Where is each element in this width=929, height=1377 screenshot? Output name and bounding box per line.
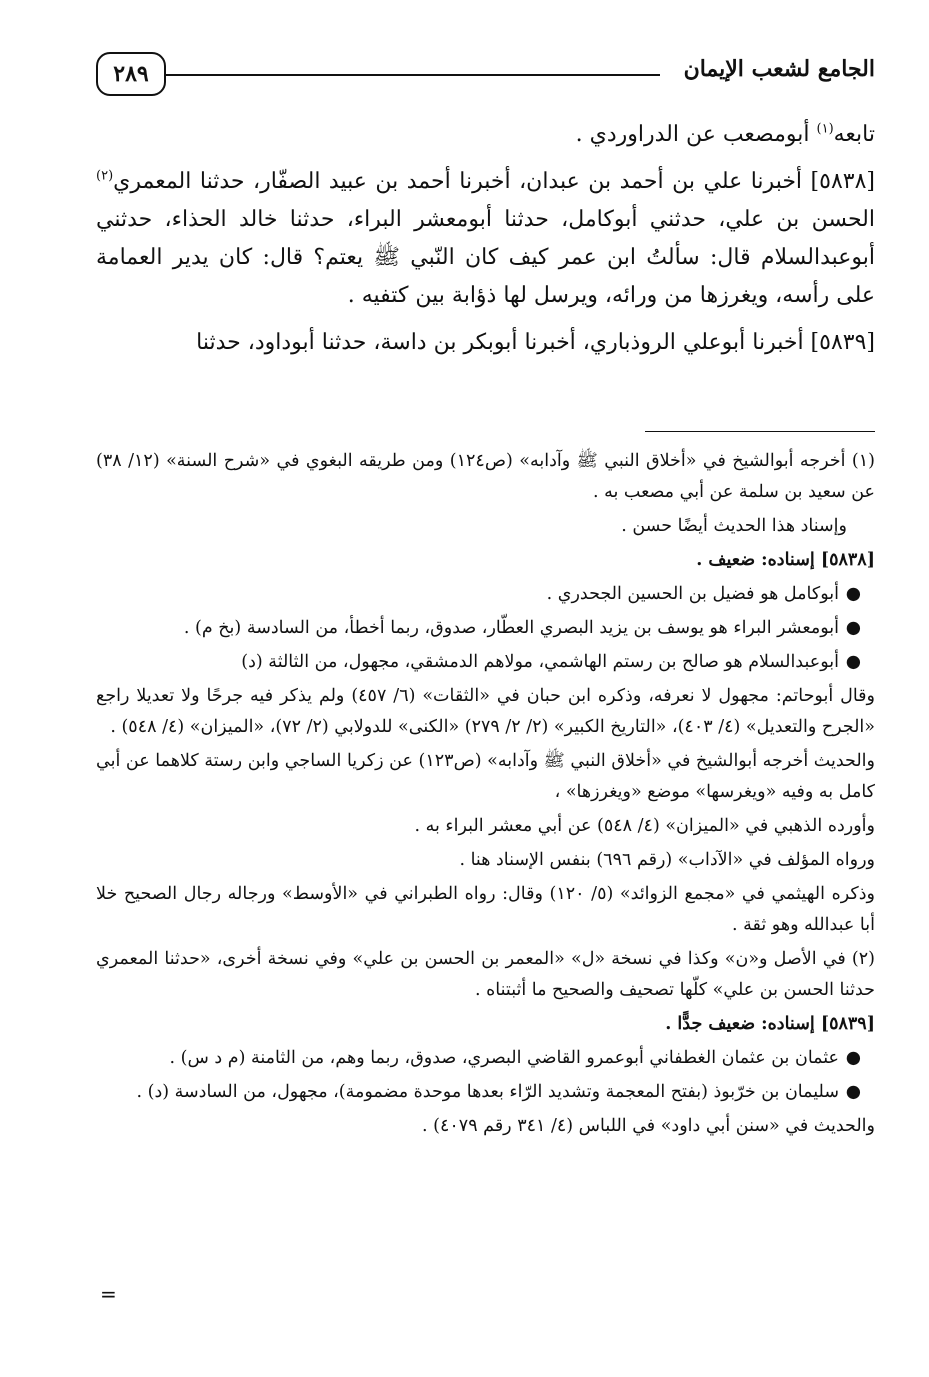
main-text [96, 116, 875, 371]
footnotes [96, 446, 875, 1145]
takhrij-note: وأورده الذهبي في «الميزان» (٤/ ٥٤٨) عن أبي معشر البراء به . [414, 816, 875, 836]
bullet-icon: ● [845, 652, 861, 672]
paragraph-text: الحسن بن علي، حدثني أبوكامل، حدثنا أبومعشر البراء، حدثنا خالد الحذاء، حدثني أبوعبدالسلام قال: سألتُ ابن عمر كيف كان النّبي ﷺ يعتم؟ قال: كان يدير العمامة على رأسه، ويغرزها من ورائه، ويرسل لها ذؤابة بين كتفيه . [96, 207, 875, 308]
bullet-icon: ● [845, 584, 861, 604]
narrator-note [96, 579, 875, 610]
page-header [96, 50, 875, 102]
takhrij-note: والحديث في «سنن أبي داود» في اللباس (٤/ ٣٤١ رقم ٤٠٧٩) . [422, 1116, 875, 1136]
narrator-note-continuation: وقال أبوحاتم: مجهول لا نعرفه، وذكره ابن حبان في «الثقات» (٦/ ٤٥٧) ولم يذكر فيه جرحًا ولا تعديلا راجع «الجرح والتعديل» (٤/ ٤٠٣)، «التاريخ الكبير» (٢/ ٢/ ٢٧٩) «الكنى» للدولابي (٢/ ٧٢)، «الميزان» (٤/ ٥٤٨) . [96, 686, 875, 737]
footnote-ref-1: (١) [816, 121, 834, 137]
narrator-text: سليمان بن خرّبوذ (بفتح المعجمة وتشديد الرّاء بعدها موحدة مضمومة)، مجهول، من السادسة (د) . [136, 1082, 839, 1102]
bullet-icon: ● [845, 1082, 861, 1102]
isnad-heading-5838: [٥٨٣٨] إسناده: ضعيف . [696, 550, 875, 570]
footnote-2: (٢) في الأصل و«ن» وكذا في نسخة «ل» «المعمر بن الحسن بن علي» وفي نسخة أخرى، «حدثنا المعمري حدثنا الحسن بن علي» كلّها تصحيف والصحيح ما أثبتناه . [96, 949, 875, 1000]
hadith-5838 [96, 163, 875, 315]
narrator-text: أبومعشر البراء هو يوسف بن يزيد البصري العطّار، صدوق، ربما أخطأ، من السادسة (بخ م) . [183, 618, 839, 638]
narrator-text: عثمان بن عثمان الغطفاني أبوعمرو القاضي البصري، صدوق، ربما وهم، من الثامنة (م د س) . [169, 1048, 839, 1068]
footnote-1: (١) أخرجه أبوالشيخ في «أخلاق النبي ﷺ وآدابه» (ص١٢٤) ومن طريقه البغوي في «شرح السنة» (١٢/ ٣٨) عن سعيد بن سلمة عن أبي مصعب به . [96, 451, 875, 502]
footnote-separator [645, 431, 875, 432]
footnote-ref-2: (٢) [96, 168, 114, 184]
paragraph-text: [٥٨٣٨] أخبرنا علي بن أحمد بن عبدان، أخبرنا أحمد بن عبيد الصفّار، حدثنا المعمري [113, 169, 875, 194]
narrator-note [96, 1077, 875, 1108]
paragraph-text: تابعه [833, 122, 875, 147]
paragraph-follow-up [96, 116, 875, 154]
takhrij-note: وذكره الهيثمي في «مجمع الزوائد» (٥/ ١٢٠) وقال: رواه الطبراني في «الأوسط» ورجاله رجال الصحيح خلا أبا عبدالله وهو ثقة . [96, 884, 875, 935]
page-number: ٢٨٩ [96, 52, 166, 96]
narrator-text: أبوعبدالسلام هو صالح بن رستم الهاشمي، مولاهم الدمشقي، مجهول، من الثالثة (د) [241, 652, 839, 672]
isnad-heading-5839: [٥٨٣٩] إسناده: ضعيف جدًّا . [665, 1014, 875, 1034]
hadith-5839: [٥٨٣٩] أخبرنا أبوعلي الروذباري، أخبرنا أبوبكر بن داسة، حدثنا أبوداود، حدثنا [196, 330, 875, 355]
footnote-1-note: وإسناد هذا الحديث أيضًا حسن . [621, 516, 847, 536]
narrator-note [96, 647, 875, 678]
bullet-icon: ● [845, 618, 861, 638]
paragraph-text: أبومصعب عن الدراوردي . [575, 122, 817, 147]
narrator-note [96, 1043, 875, 1074]
bullet-icon: ● [845, 1048, 861, 1068]
narrator-text: أبوكامل هو فضيل بن الحسين الجحدري . [546, 584, 839, 604]
narrator-note [96, 613, 875, 644]
running-title: الجامع لشعب الإيمان [683, 56, 875, 82]
takhrij-note: والحديث أخرجه أبوالشيخ في «أخلاق النبي ﷺ وآدابه» (ص١٢٣) عن زكريا الساجي وابن رستة كلاهما عن أبي كامل به وفيه «ويغرسها» موضع «ويغرزها» ، [96, 751, 875, 802]
header-rule [166, 74, 660, 76]
takhrij-note: ورواه المؤلف في «الآداب» (رقم ٦٩٦) بنفس الإسناد هنا . [459, 850, 875, 870]
continuation-mark: = [100, 1282, 117, 1306]
